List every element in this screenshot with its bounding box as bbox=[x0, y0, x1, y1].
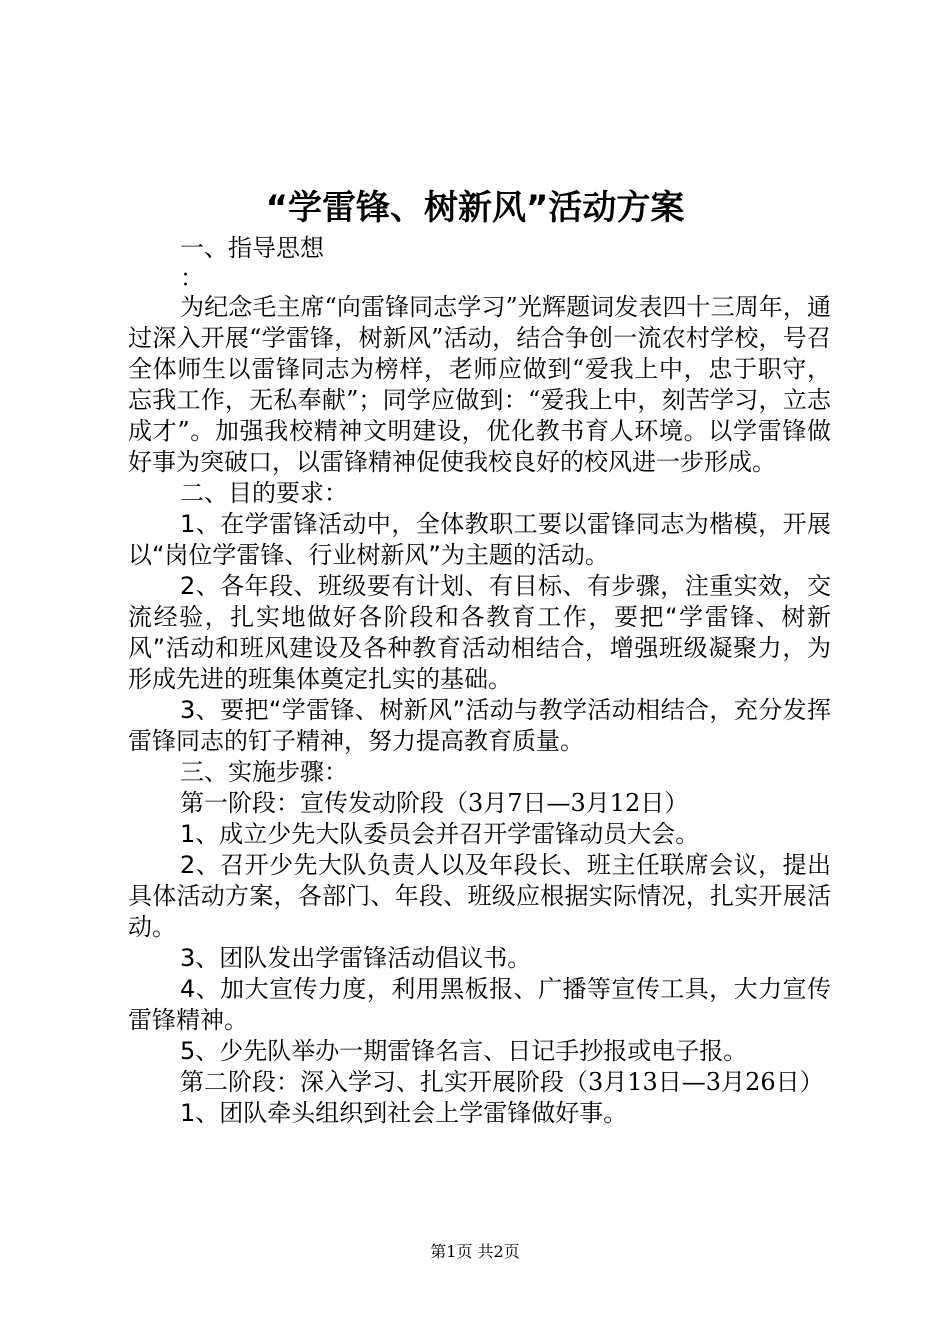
stage-1-item-3: 3、团队发出学雷锋活动倡议书。 bbox=[180, 944, 532, 972]
heading-colon: ： bbox=[180, 264, 204, 292]
stage-1-item-5: 5、少先队举办一期雷锋名言、日记手抄报或电子报。 bbox=[180, 1037, 748, 1065]
section-heading-objectives: 二、目的要求： bbox=[180, 479, 348, 507]
objective-item-3: 3、要把“学雷锋、树新风”活动与教学活动相结合，充分发挥雷锋同志的钉子精神，努力提高教育质量。 bbox=[128, 696, 831, 755]
stage-2-item-1: 1、团队牵头组织到社会上学雷锋做好事。 bbox=[180, 1099, 628, 1127]
objective-item-2: 2、各年段、班级要有计划、有目标、有步骤，注重实效，交流经验，扎实地做好各阶段和各教育工作，要把“学雷锋、树新风”活动和班风建设及各种教育活动相结合，增强班级凝聚力，为形成先进的班集体奠定扎实的基础。 bbox=[128, 572, 831, 693]
section-heading-guiding-ideology: 一、指导思想 bbox=[180, 234, 324, 262]
stage-1-heading: 第一阶段：宣传发动阶段（3月7日—3月12日） bbox=[180, 789, 689, 817]
objective-item-1: 1、在学雷锋活动中，全体教职工要以雷锋同志为楷模，开展以“岗位学雷锋、行业树新风”为主题的活动。 bbox=[128, 510, 831, 569]
stage-1-item-2: 2、召开少先大队负责人以及年段长、班主任联席会议，提出具体活动方案，各部门、年段、班级应根据实际情况，扎实开展活动。 bbox=[128, 851, 831, 941]
document-body bbox=[128, 233, 831, 1129]
page-footer: 第1页 共2页 bbox=[430, 1242, 520, 1261]
stage-1-item-1: 1、成立少先大队委员会并召开学雷锋动员大会。 bbox=[180, 820, 700, 848]
section-heading-steps: 三、实施步骤： bbox=[180, 758, 348, 786]
stage-1-item-4: 4、加大宣传力度，利用黑板报、广播等宣传工具，大力宣传雷锋精神。 bbox=[128, 975, 831, 1034]
stage-2-heading: 第二阶段：深入学习、扎实开展阶段（3月13日—3月26日） bbox=[180, 1068, 824, 1096]
document-title: “学雷锋、树新风”活动方案 bbox=[265, 188, 685, 228]
paragraph-guiding-ideology: 为纪念毛主席“向雷锋同志学习”光辉题词发表四十三周年，通过深入开展“学雷锋，树新风”活动，结合争创一流农村学校，号召全体师生以雷锋同志为榜样，老师应做到“爱我上中，忠于职守，忘我工作，无私奉献”；同学应做到：“爱我上中，刻苦学习，立志成才”。加强我校精神文明建设，优化教书育人环境。以学雷锋做好事为突破口，以雷锋精神促使我校良好的校风进一步形成。 bbox=[128, 293, 831, 476]
